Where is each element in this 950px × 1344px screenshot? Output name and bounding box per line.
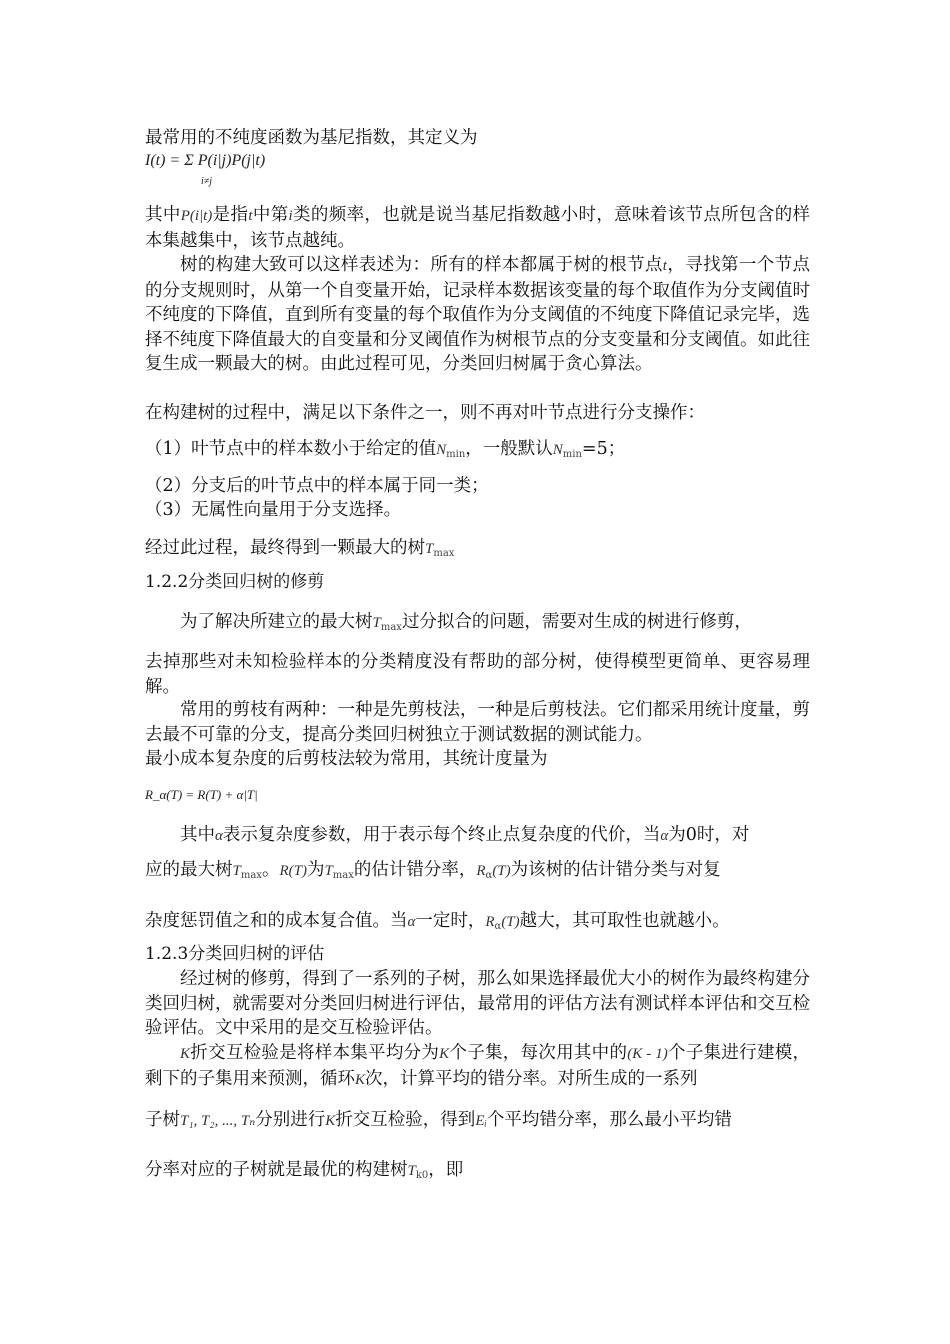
paragraph-gini-intro: 最常用的不纯度函数为基尼指数，其定义为 (145, 128, 478, 148)
paragraph-tree-build: 树的构建大致可以这样表述为：所有的样本都属于树的根节点t，寻找第一个节点的分支规则时，从第一个自变量开始，记录样本数据该变量的每个取值作为分支阈值时不纯度的下降值，直到所有变量的每个取值作为分支阈值的不纯度下降值记录完毕，选择不纯度下降值最大的自变量和分叉阈值作为树根节点的分支变量和分支阈值。如此往复生成一颗最大的树。由此过程可见，分类回归树属于贪心算法。 (145, 255, 810, 374)
paragraph-pruning-types: 常用的剪枝有两种：一种是先剪枝法，一种是后剪枝法。它们都采用统计度量，剪去最不可靠的分支，提高分类回归树独立于测试数据的测试能力。 (145, 700, 810, 745)
paragraph-prune-2: 去掉那些对未知检验样本的分类精度没有帮助的部分树，使得模型更简单、更容易理解。 (145, 652, 810, 697)
equation-gini-subscript: i≠j (201, 176, 213, 187)
paragraph-kfold-1: K折交互检验是将样本集平均分为K个子集，每次用其中的(K - 1)个子集进行建模，剩下的子集用来预测，循环K次，计算平均的错分率。对所生成的一系列 (145, 1043, 810, 1089)
condition-3: （3）无属性向量用于分支选择。 (145, 500, 402, 520)
paragraph-cost-complexity: 最小成本复杂度的后剪枝法较为常用，其统计度量为 (145, 749, 548, 769)
paragraph-conditions: 在构建树的过程中，满足以下条件之一，则不再对叶节点进行分支操作： (145, 403, 705, 423)
heading-pruning: 1.2.2分类回归树的修剪 (145, 572, 325, 592)
paragraph-kfold-3: 分率对应的子树就是最优的构建树$T_{k0}$，即 (145, 1160, 464, 1181)
paragraph-alpha-3: 杂度惩罚值之和的成本复合值。当α一定时，$R_\alpha(T)$越大，其可取性也就越小。 (145, 911, 730, 932)
condition-2: （2）分支后的叶节点中的样本属于同一类； (145, 476, 489, 496)
paragraph-gini-explain: 其中P(i|t)是指t中第i类的频率，也就是说当基尼指数越小时，意味着该节点所包含的样本集越集中，该节点越纯。 (145, 205, 811, 251)
paragraph-evaluation: 经过树的修剪，得到了一系列的子树，那么如果选择最优大小的树作为最终构建分类回归树，就需要对分类回归树进行评估，最常用的评估方法有测试样本评估和交互检验评估。文中采用的是交互检验评估。 (145, 969, 810, 1038)
paragraph-kfold-2: 子树T₁, T₂, ..., Tₙ分别进行K折交互检验，得到Eᵢ个平均错分率，那么最小平均错 (145, 1110, 732, 1130)
paragraph-prune-1: 为了解决所建立的最大树$T_{max}$过分拟合的问题，需要对生成的树进行修剪， (180, 612, 752, 633)
equation-gini: I(t) = Σ P(i|j)P(j|t) i≠j (145, 152, 266, 187)
paragraph-alpha-2: 应的最大树$T_{max}$。R(T)为$T_{max}$的估计错分率，$R_\alpha(T)$为该树的估计错分类与对复 (145, 860, 721, 881)
condition-1: （1）叶节点中的样本数小于给定的值$N_{min}$，一般默认$N_{min}=5$； (145, 439, 626, 460)
paragraph-max-tree: 经过此过程，最终得到一颗最大的树$T_{max}$ (145, 538, 455, 559)
heading-evaluation: 1.2.3分类回归树的评估 (145, 944, 325, 964)
equation-cost-complexity: R_α(T) = R(T) + α|T| (145, 787, 258, 802)
paragraph-alpha-1: 其中α表示复杂度参数，用于表示每个终止点复杂度的代价，当α为0时，对 (180, 825, 750, 845)
